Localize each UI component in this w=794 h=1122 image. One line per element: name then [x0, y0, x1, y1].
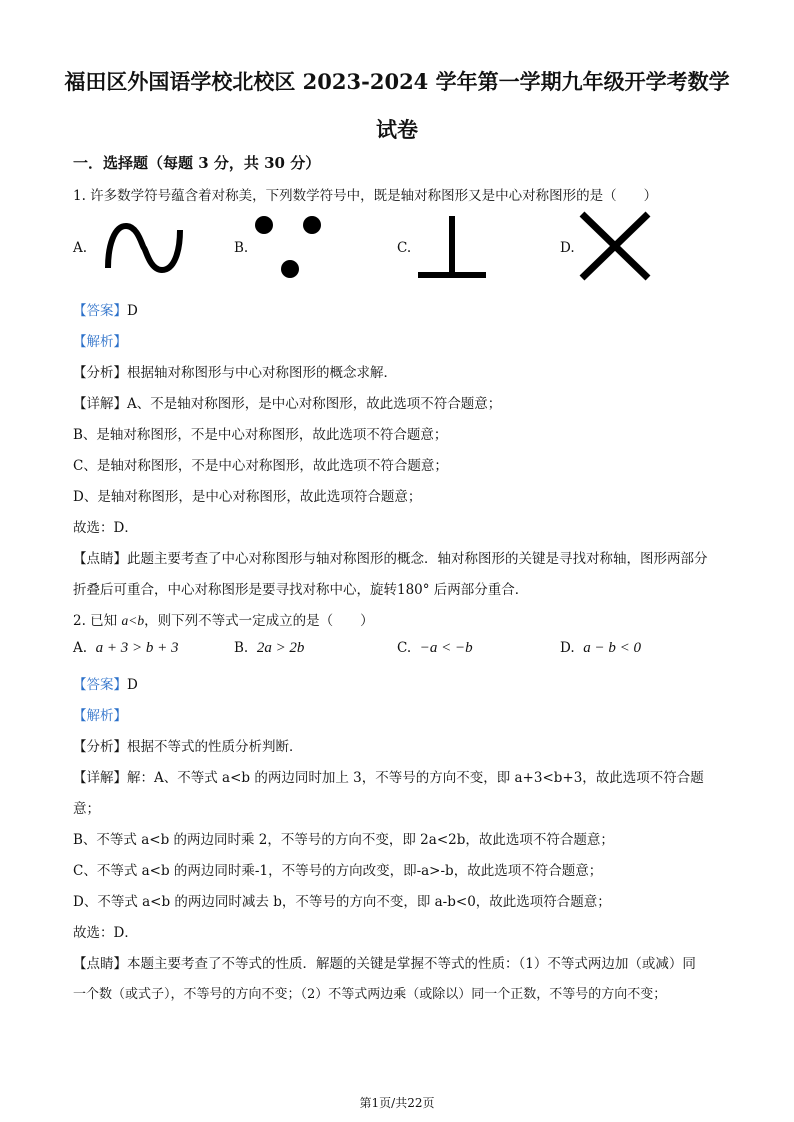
answer-value: D	[127, 677, 138, 693]
sigmoid-s-symbol-icon	[104, 222, 184, 274]
q1-option-b-label: B.	[234, 240, 249, 256]
q2-xiangjie-line-c: C、不等式 a<b 的两边同时乘-1，不等号的方向改变，即-a>-b，故此选项不符合题意；	[73, 863, 603, 879]
q1-fenxi	[73, 361, 397, 381]
q1-xiangjie	[73, 392, 501, 412]
dianjing-tag: 【点睛】	[73, 956, 127, 972]
q1-analysis	[73, 330, 127, 350]
q2-option-b-expr: 2a > 2b	[256, 640, 305, 656]
document-title-line1: 福田区外国语学校北校区 2023-2024 学年第一学期九年级开学考数学	[64, 69, 730, 94]
q2-stem	[73, 609, 374, 629]
q2-option-d-label: D.	[560, 640, 575, 656]
answer-tag: 【答案】	[73, 677, 127, 693]
q2-option-a	[73, 640, 179, 657]
q2-option-b	[234, 640, 304, 657]
x-cross-symbol-icon	[578, 210, 652, 282]
analysis-tag: 【解析】	[73, 708, 127, 724]
xiangjie-tag: 【详解】	[73, 396, 127, 412]
q1-xiangjie-line-b: B、是轴对称图形，不是中心对称图形，故此选项不符合题意；	[73, 427, 448, 443]
document-title-line2: 试卷	[376, 117, 418, 142]
dianjing-text: 本题主要考查了不等式的性质．解题的关键是掌握不等式的性质：（1）不等式两边加（或减）同	[127, 956, 696, 972]
q1-xiangjie-line-d: D、是轴对称图形，是中心对称图形，故此选项符合题意；	[73, 489, 422, 505]
fenxi-tag: 【分析】	[73, 739, 127, 755]
q1-option-a-label: A.	[73, 240, 88, 256]
answer-tag: 【答案】	[73, 303, 127, 319]
q1-option-c-label: C.	[397, 240, 412, 256]
q2-dianjing-line2: 一个数（或式子），不等号的方向不变；（2）不等式两边乘（或除以）同一个正数，不等号的方向不变；	[73, 987, 667, 1002]
q2-stem-prefix: 2. 已知	[73, 613, 122, 629]
dianjing-text: 此题主要考查了中心对称图形与轴对称图形的概念．轴对称图形的关键是寻找对称轴，图形两部分	[127, 551, 708, 567]
q1-dianjing	[73, 547, 708, 567]
q2-option-a-label: A.	[73, 640, 88, 656]
fenxi-text: 根据不等式的性质分析判断．	[127, 739, 303, 755]
q2-option-b-label: B.	[234, 640, 249, 656]
q2-xiangjie-line-b: B、不等式 a<b 的两边同时乘 2，不等号的方向不变，即 2a<2b，故此选项不符合题意；	[73, 832, 614, 848]
q2-conclusion: 故选：D．	[73, 925, 138, 941]
q2-option-c-expr: −a < −b	[419, 640, 473, 656]
xiangjie-line: A、不是轴对称图形，是中心对称图形，故此选项不符合题意；	[127, 396, 502, 412]
dianjing-tag: 【点睛】	[73, 551, 127, 567]
q2-option-d-expr: a − b < 0	[583, 640, 641, 656]
q2-dianjing	[73, 952, 696, 972]
analysis-tag: 【解析】	[73, 334, 127, 350]
q1-option-d-label: D.	[560, 240, 575, 256]
q1-answer	[73, 299, 138, 319]
q2-option-c	[397, 640, 473, 657]
q2-option-c-label: C.	[397, 640, 412, 656]
section-heading: 一．选择题（每题 3 分，共 30 分）	[73, 154, 321, 172]
q1-stem: 1. 许多数学符号蕴含着对称美，下列数学符号中，既是轴对称图形又是中心对称图形的是（ ）	[73, 188, 658, 204]
page-number: 第1页/共22页	[359, 1096, 435, 1110]
xiangjie-line: 解：A、不等式 a<b 的两边同时加上 3，不等号的方向不变，即 a+3<b+3，故此选项不符合题	[127, 770, 704, 786]
q2-xiangjie	[73, 766, 704, 786]
q1-conclusion: 故选：D．	[73, 520, 138, 536]
q2-stem-suffix: ，则下列不等式一定成立的是（ ）	[144, 613, 374, 629]
perpendicular-symbol-icon	[416, 214, 488, 280]
q1-dianjing-line2: 折叠后可重合，中心对称图形是要寻找对称中心，旋转180° 后两部分重合．	[73, 582, 529, 598]
q2-stem-math: a<b	[121, 613, 145, 628]
q2-fenxi	[73, 735, 303, 755]
q2-answer	[73, 673, 138, 693]
q2-option-d	[560, 640, 641, 657]
therefore-dots-symbol-icon	[252, 214, 324, 280]
q2-option-a-expr: a + 3 > b + 3	[95, 640, 179, 656]
q2-xiangjie-line-cont: 意；	[73, 801, 100, 817]
q2-analysis	[73, 704, 127, 724]
answer-value: D	[127, 303, 138, 319]
fenxi-text: 根据轴对称图形与中心对称图形的概念求解．	[127, 365, 397, 381]
xiangjie-tag: 【详解】	[73, 770, 127, 786]
fenxi-tag: 【分析】	[73, 365, 127, 381]
q2-xiangjie-line-d: D、不等式 a<b 的两边同时减去 b，不等号的方向不变，即 a-b<0，故此选项符合题意；	[73, 894, 611, 910]
q1-xiangjie-line-c: C、是轴对称图形，不是中心对称图形，故此选项不符合题意；	[73, 458, 448, 474]
